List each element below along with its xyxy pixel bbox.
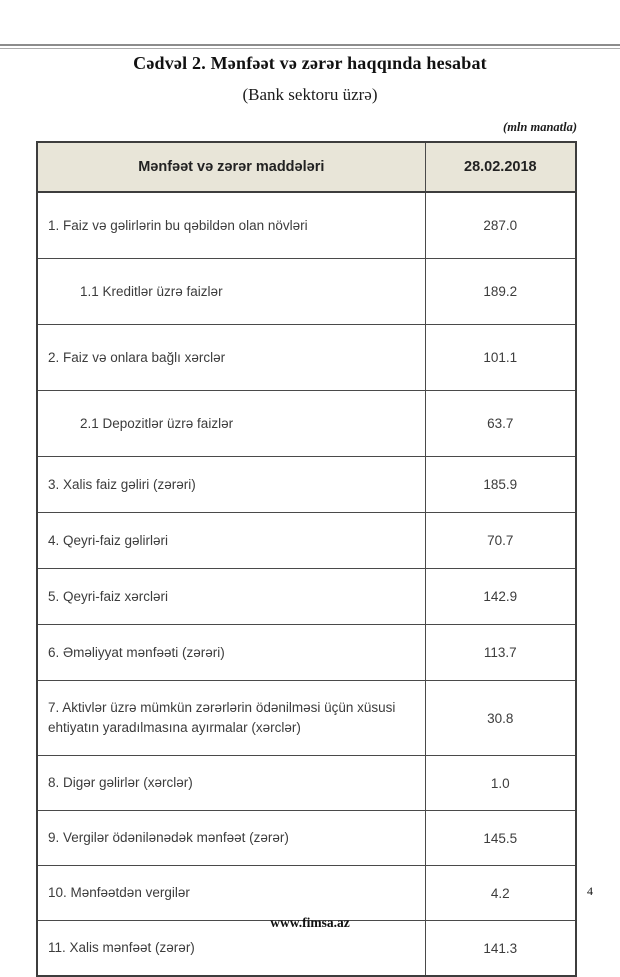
row-label: 7. Aktivlər üzrə mümkün zərərlərin ödənilməsi üçün xüsusi ehtiyatın yaradılmasına ayırmalar (xərclər) bbox=[37, 681, 425, 756]
table-row bbox=[37, 325, 576, 391]
row-value: 1.0 bbox=[425, 756, 576, 811]
table-header-row bbox=[37, 142, 576, 192]
page-title: Cədvəl 2. Mənfəət və zərər haqqında hesabat bbox=[133, 53, 487, 73]
row-value: 287.0 bbox=[425, 192, 576, 259]
row-value: 189.2 bbox=[425, 259, 576, 325]
table-row bbox=[37, 811, 576, 866]
table-row bbox=[37, 259, 576, 325]
row-value: 70.7 bbox=[425, 513, 576, 569]
row-label: 6. Əməliyyat mənfəəti (zərəri) bbox=[37, 625, 425, 681]
table-row bbox=[37, 866, 576, 921]
table-row bbox=[37, 457, 576, 513]
table-row bbox=[37, 391, 576, 457]
row-label: 1. Faiz və gəlirlərin bu qəbildən olan növləri bbox=[37, 192, 425, 259]
table-row bbox=[37, 569, 576, 625]
column-header-items: Mənfəət və zərər maddələri bbox=[37, 142, 425, 192]
table-row bbox=[37, 625, 576, 681]
row-label: 4. Qeyri-faiz gəlirləri bbox=[37, 513, 425, 569]
row-value: 185.9 bbox=[425, 457, 576, 513]
row-label: 2. Faiz və onlara bağlı xərclər bbox=[37, 325, 425, 391]
top-divider-rule bbox=[0, 44, 620, 49]
page-subtitle: (Bank sektoru üzrə) bbox=[242, 85, 378, 104]
table-row bbox=[37, 192, 576, 259]
page-number: 4 bbox=[587, 884, 593, 898]
column-header-date: 28.02.2018 bbox=[425, 142, 576, 192]
row-label: 5. Qeyri-faiz xərcləri bbox=[37, 569, 425, 625]
row-value: 30.8 bbox=[425, 681, 576, 756]
footer-website: www.fimsa.az bbox=[270, 915, 350, 930]
row-label: 2.1 Depozitlər üzrə faizlər bbox=[37, 391, 425, 457]
row-value: 101.1 bbox=[425, 325, 576, 391]
table-row bbox=[37, 513, 576, 569]
table-row bbox=[37, 756, 576, 811]
row-value: 145.5 bbox=[425, 811, 576, 866]
row-label: 1.1 Kreditlər üzrə faizlər bbox=[37, 259, 425, 325]
row-value: 63.7 bbox=[425, 391, 576, 457]
row-value: 113.7 bbox=[425, 625, 576, 681]
row-label: 3. Xalis faiz gəliri (zərəri) bbox=[37, 457, 425, 513]
unit-note: (mln manatla) bbox=[503, 120, 577, 134]
row-value: 141.3 bbox=[425, 921, 576, 977]
table-row bbox=[37, 681, 576, 756]
row-value: 4.2 bbox=[425, 866, 576, 921]
row-label: 8. Digər gəlirlər (xərclər) bbox=[37, 756, 425, 811]
row-value: 142.9 bbox=[425, 569, 576, 625]
table-container bbox=[36, 141, 577, 977]
row-label: 10. Mənfəətdən vergilər bbox=[37, 866, 425, 921]
row-label: 9. Vergilər ödənilənədək mənfəət (zərər) bbox=[37, 811, 425, 866]
row-label: 11. Xalis mənfəət (zərər) bbox=[37, 921, 425, 977]
profit-loss-table bbox=[36, 141, 577, 977]
